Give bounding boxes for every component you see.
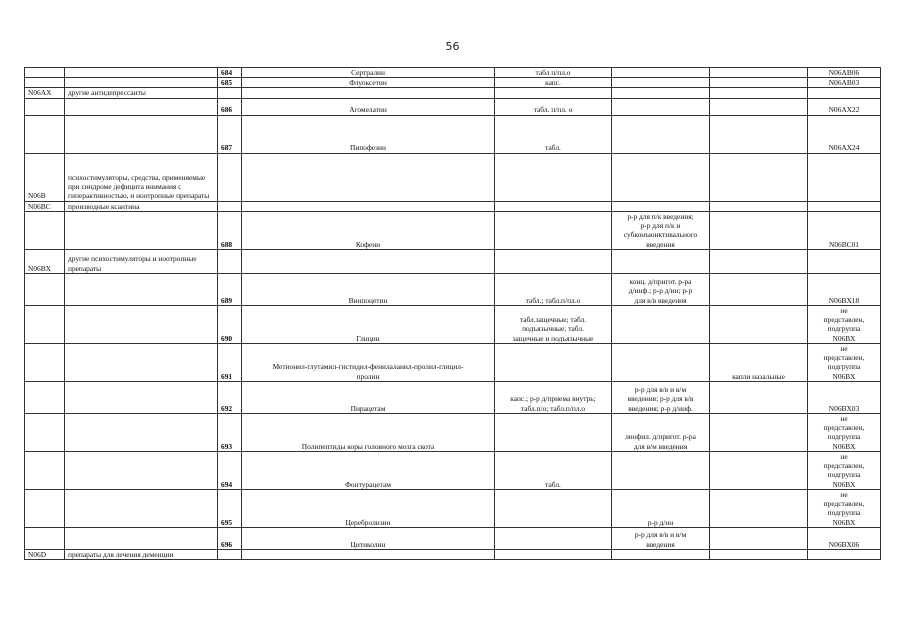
dosage-forms-other (710, 153, 808, 201)
atc-code (808, 413, 881, 451)
atc-code (808, 98, 881, 115)
dosage-forms-oral (495, 305, 612, 343)
dosage-forms-oral (495, 68, 612, 78)
atc-group-code (25, 98, 65, 115)
dosage-forms-oral-text: табл.; табл.п/пл.о (525, 295, 581, 305)
dosage-forms-injectable (612, 249, 710, 273)
item-number-text: 684 (221, 68, 233, 77)
atc-code-text: не представлен, подгруппа N06BX (823, 306, 865, 343)
dosage-forms-injectable (612, 78, 710, 88)
table-row (25, 527, 881, 549)
table-row (25, 115, 881, 153)
atc-code (808, 381, 881, 413)
drug-name-text: Кофеин (355, 239, 381, 249)
dosage-forms-injectable (612, 273, 710, 305)
item-number (218, 527, 242, 549)
dosage-forms-oral (495, 489, 612, 527)
table-row (25, 78, 881, 88)
atc-group-code-text: N06D (28, 549, 47, 559)
drug-name (242, 115, 495, 153)
item-number (218, 98, 242, 115)
atc-group-code (25, 527, 65, 549)
atc-group-code (25, 211, 65, 249)
dosage-forms-oral (495, 549, 612, 559)
atc-group-code (25, 549, 65, 559)
table-body (25, 68, 881, 560)
atc-group-code (25, 451, 65, 489)
atc-group-name (65, 489, 218, 527)
atc-group-code (25, 381, 65, 413)
drug-name (242, 78, 495, 88)
drug-name-text: Пирацетам (350, 403, 386, 413)
dosage-forms-oral (495, 201, 612, 211)
item-number-text: 693 (221, 441, 233, 451)
dosage-forms-injectable (612, 381, 710, 413)
dosage-forms-other (710, 98, 808, 115)
atc-group-code (25, 78, 65, 88)
item-number (218, 305, 242, 343)
table-row (25, 249, 881, 273)
atc-group-code (25, 413, 65, 451)
dosage-forms-injectable (612, 549, 710, 559)
atc-code (808, 68, 881, 78)
atc-group-name-text: другие психостимуляторы и ноотропные препараты (68, 254, 197, 273)
table-row (25, 88, 881, 98)
drug-name-text: Метионил-глутамил-гистидил-фенилаланил-пролил-глицил- пролин (272, 362, 464, 381)
atc-group-code (25, 489, 65, 527)
drug-name (242, 201, 495, 211)
atc-code (808, 305, 881, 343)
atc-group-name (65, 211, 218, 249)
dosage-forms-oral (495, 451, 612, 489)
atc-code-text: N06BC01 (829, 239, 859, 249)
item-number-text: 687 (221, 143, 233, 153)
atc-group-code-text: N06B (28, 191, 46, 201)
dosage-forms-other (710, 211, 808, 249)
dosage-forms-oral (495, 273, 612, 305)
dosage-forms-injectable (612, 68, 710, 78)
dosage-forms-oral (495, 381, 612, 413)
item-number (218, 381, 242, 413)
table-row (25, 489, 881, 527)
atc-group-name-text: психостимуляторы, средства, применяемые при синдроме дефицита внимания с гиперактивностью, и ноотропные препараты (68, 173, 210, 201)
item-number-text: 691 (221, 371, 233, 381)
atc-group-name (65, 527, 218, 549)
atc-group-name-text: производные ксантина (68, 201, 140, 211)
drug-name (242, 98, 495, 115)
dosage-forms-injectable-text: конц. д/пригот. р-ра д/инф.; р-р д/ин; р-р для в/в введения (628, 277, 693, 305)
dosage-forms-other (710, 78, 808, 88)
dosage-forms-injectable (612, 527, 710, 549)
drug-name-text: Сертралин (351, 68, 385, 77)
atc-group-code (25, 68, 65, 78)
item-number (218, 549, 242, 559)
dosage-forms-injectable (612, 88, 710, 98)
table-row (25, 305, 881, 343)
table-row (25, 68, 881, 78)
atc-group-code (25, 273, 65, 305)
atc-code-text: N06AB03 (828, 78, 860, 88)
atc-code (808, 451, 881, 489)
dosage-forms-injectable-text: р-р для в/в и в/м введения; р-р для в/в введения; р-р д/инф. (627, 385, 694, 413)
atc-code-text: не представлен, подгруппа N06BX (823, 452, 865, 489)
dosage-forms-other (710, 343, 808, 381)
dosage-forms-injectable (612, 343, 710, 381)
drug-name (242, 68, 495, 78)
dosage-forms-oral (495, 98, 612, 115)
drug-name-text: Цитиколин (350, 539, 386, 549)
atc-group-code (25, 201, 65, 211)
drug-name (242, 249, 495, 273)
dosage-forms-oral (495, 413, 612, 451)
item-number-text: 688 (221, 239, 233, 249)
atc-code-text: N06BX06 (828, 539, 860, 549)
item-number (218, 211, 242, 249)
drug-name (242, 413, 495, 451)
atc-group-name (65, 68, 218, 78)
drug-name-text: Агомелатин (349, 105, 387, 115)
page-number: 56 (445, 40, 460, 53)
item-number (218, 88, 242, 98)
item-number-text: 694 (221, 479, 233, 489)
atc-group-name (65, 451, 218, 489)
table-row (25, 381, 881, 413)
dosage-forms-oral-text: табл. (545, 143, 561, 153)
drug-name (242, 489, 495, 527)
dosage-forms-oral (495, 249, 612, 273)
atc-group-name (65, 343, 218, 381)
atc-group-code-text: N06BX (28, 263, 51, 273)
atc-group-name (65, 88, 218, 98)
item-number (218, 451, 242, 489)
item-number (218, 201, 242, 211)
atc-code (808, 78, 881, 88)
atc-code-text: N06AB06 (828, 68, 860, 77)
drug-name (242, 211, 495, 249)
atc-code (808, 201, 881, 211)
table-row (25, 549, 881, 559)
table-row (25, 451, 881, 489)
item-number-text: 692 (221, 403, 233, 413)
dosage-forms-other (710, 68, 808, 78)
dosage-forms-other (710, 451, 808, 489)
dosage-forms-oral (495, 153, 612, 201)
item-number-text: 686 (221, 105, 233, 115)
atc-code (808, 153, 881, 201)
dosage-forms-oral (495, 88, 612, 98)
atc-group-name (65, 273, 218, 305)
drug-name (242, 343, 495, 381)
dosage-forms-injectable (612, 115, 710, 153)
item-number-text: 695 (221, 517, 233, 527)
dosage-forms-other (710, 527, 808, 549)
dosage-forms-injectable-text: лиофил. д/пригот. р-ра для в/м введения (625, 432, 696, 451)
dosage-forms-injectable (612, 153, 710, 201)
atc-group-name (65, 115, 218, 153)
atc-group-code (25, 88, 65, 98)
table-row (25, 211, 881, 249)
dosage-forms-injectable (612, 489, 710, 527)
atc-code-text: не представлен, подгруппа N06BX (823, 344, 865, 381)
atc-group-name (65, 413, 218, 451)
drug-name-text: Винпоцетин (348, 295, 388, 305)
dosage-forms-oral (495, 527, 612, 549)
item-number (218, 68, 242, 78)
table-row (25, 201, 881, 211)
atc-group-code (25, 115, 65, 153)
drug-name (242, 451, 495, 489)
table-row (25, 98, 881, 115)
dosage-forms-injectable-text: р-р для п/к введения; р-р для п/к и субконъюнктивального введения (623, 212, 698, 249)
item-number (218, 489, 242, 527)
drug-register-table (24, 67, 881, 560)
dosage-forms-oral (495, 211, 612, 249)
atc-code (808, 115, 881, 153)
dosage-forms-oral (495, 78, 612, 88)
item-number (218, 413, 242, 451)
atc-code (808, 549, 881, 559)
dosage-forms-injectable-text: р-р д/ин (647, 517, 674, 527)
dosage-forms-oral-text: табл п/пл.о (535, 68, 571, 77)
dosage-forms-injectable (612, 211, 710, 249)
atc-group-code-text: N06BC (28, 201, 51, 211)
drug-name-text: Церебролизин (345, 517, 391, 527)
dosage-forms-oral-text: капс.; р-р д/приема внутрь; табл.п/о; табл.п/пл.о (510, 394, 596, 413)
atc-group-name (65, 153, 218, 201)
dosage-forms-injectable-text: р-р для в/в и в/м введения (634, 530, 687, 549)
dosage-forms-other (710, 305, 808, 343)
item-number (218, 273, 242, 305)
atc-code-text: N06BX03 (828, 403, 860, 413)
dosage-forms-other (710, 201, 808, 211)
atc-group-name (65, 78, 218, 88)
atc-group-name (65, 549, 218, 559)
item-number (218, 153, 242, 201)
table-row (25, 273, 881, 305)
atc-code-text: N06AX22 (828, 105, 860, 115)
atc-code-text: не представлен, подгруппа N06BX (823, 490, 865, 527)
dosage-forms-oral (495, 343, 612, 381)
dosage-forms-injectable (612, 305, 710, 343)
table-row (25, 413, 881, 451)
dosage-forms-other (710, 249, 808, 273)
atc-group-code (25, 153, 65, 201)
table-row (25, 343, 881, 381)
item-number-text: 690 (221, 333, 233, 343)
drug-name-text: Флуоксетин (349, 78, 387, 88)
atc-group-name-text: препараты для лечения деменции (68, 549, 174, 559)
atc-code (808, 527, 881, 549)
drug-name (242, 153, 495, 201)
dosage-forms-oral (495, 115, 612, 153)
dosage-forms-injectable (612, 413, 710, 451)
dosage-forms-other-text: капли назальные (732, 371, 785, 381)
dosage-forms-other (710, 489, 808, 527)
dosage-forms-other (710, 549, 808, 559)
dosage-forms-injectable (612, 451, 710, 489)
atc-code-text: N06BX18 (828, 295, 860, 305)
drug-name-text: Фонтурацетам (345, 479, 391, 489)
dosage-forms-injectable (612, 98, 710, 115)
dosage-forms-oral-text: табл. п/пл. о (533, 105, 573, 115)
dosage-forms-other (710, 381, 808, 413)
atc-group-code-text: N06AX (28, 88, 52, 98)
drug-name-text: Полипептиды коры головного мозга скота (301, 441, 435, 451)
dosage-forms-other (710, 88, 808, 98)
dosage-forms-injectable (612, 201, 710, 211)
item-number (218, 249, 242, 273)
drug-name-text: Пипофезин (350, 143, 386, 153)
table-row (25, 153, 881, 201)
drug-name (242, 305, 495, 343)
dosage-forms-other (710, 273, 808, 305)
dosage-forms-oral-text: табл. (545, 479, 561, 489)
atc-code (808, 489, 881, 527)
dosage-forms-other (710, 115, 808, 153)
item-number-text: 696 (221, 539, 233, 549)
atc-code-text: не представлен, подгруппа N06BX (823, 414, 865, 451)
drug-name (242, 527, 495, 549)
item-number-text: 685 (221, 78, 233, 88)
atc-group-name-text: другие антидепрессанты (68, 88, 146, 98)
drug-name (242, 88, 495, 98)
atc-group-code (25, 249, 65, 273)
drug-name (242, 549, 495, 559)
dosage-forms-other (710, 413, 808, 451)
atc-code (808, 249, 881, 273)
atc-code (808, 88, 881, 98)
drug-name (242, 273, 495, 305)
atc-code (808, 343, 881, 381)
atc-group-name (65, 249, 218, 273)
dosage-forms-oral-text: табл.защечные; табл. подъязычные; табл. защечные и подъязычные (512, 315, 594, 343)
atc-code (808, 211, 881, 249)
atc-group-code (25, 305, 65, 343)
item-number (218, 343, 242, 381)
atc-code (808, 273, 881, 305)
item-number (218, 78, 242, 88)
dosage-forms-oral-text: капс. (545, 78, 561, 88)
item-number-text: 689 (221, 295, 233, 305)
atc-group-name (65, 98, 218, 115)
drug-name (242, 381, 495, 413)
atc-group-name (65, 381, 218, 413)
atc-group-code (25, 343, 65, 381)
atc-group-name (65, 201, 218, 211)
drug-name-text: Глицин (356, 333, 380, 343)
item-number (218, 115, 242, 153)
atc-code-text: N06AX24 (828, 143, 860, 153)
atc-group-name (65, 305, 218, 343)
